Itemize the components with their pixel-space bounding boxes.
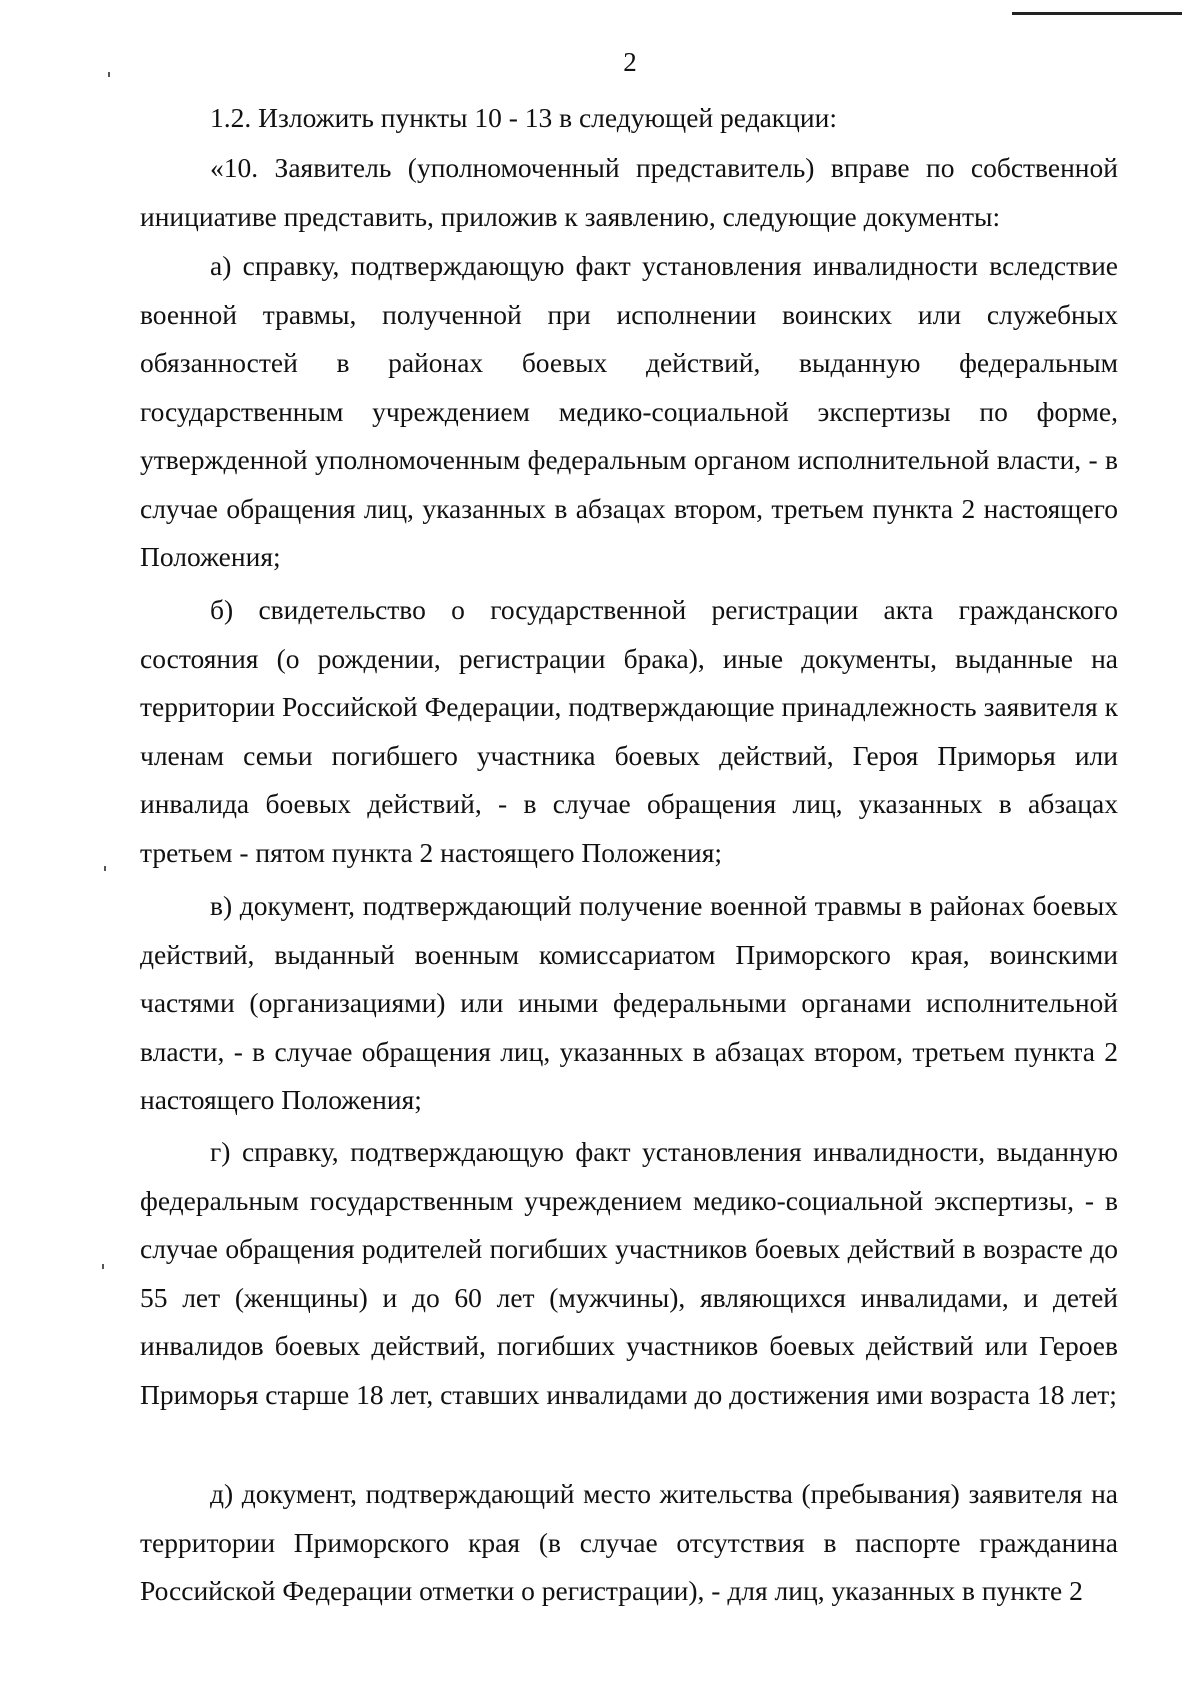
- top-rule-line: [1012, 12, 1182, 15]
- paragraph-subitem-b: б) свидетельство о государственной регистрации акта гражданского состояния (о рождении, регистрации брака), иные документы, выданные на территории Российской Федерации, подтверждающие принадлежность заявителя к членам семьи погибшего участника боевых действий, Героя Приморья или инвалида боевых действий, - в случае обращения лиц, указанных в абзацах третьем - пятом пункта 2 настоящего Положения;: [140, 594, 1118, 868]
- page-number: 2: [623, 47, 637, 77]
- paragraph-subitem-d: д) документ, подтверждающий место жительства (пребывания) заявителя на территории Приморского края (в случае отсутствия в паспорте гражданина Российской Федерации отметки о регистрации), - для лиц, указанных в пункте 2: [140, 1478, 1118, 1606]
- paragraph-subitem-g: г) справку, подтверждающую факт установления инвалидности, выданную федеральным государственным учреждением медико-социальной экспертизы, - в случае обращения родителей погибших участников боевых действий в возрасте до 55 лет (женщины) и до 60 лет (мужчины), являющихся инвалидами, и детей инвалидов боевых действий, погибших участников боевых действий или Героев Приморья старше 18 лет, ставших инвалидами до достижения ими возраста 18 лет;: [140, 1136, 1118, 1410]
- paragraph-intro: 1.2. Изложить пункты 10 - 13 в следующей редакции:: [210, 102, 837, 133]
- paragraph-subitem-a: а) справку, подтверждающую факт установления инвалидности вследствие военной травмы, полученной при исполнении воинских или служебных обязанностей в районах боевых действий, выданную федеральным государственным учреждением медико-социальной экспертизы по форме, утвержденной уполномоченным федеральным органом исполнительной власти, - в случае обращения лиц, указанных в абзацах втором, третьем пункта 2 настоящего Положения;: [140, 250, 1118, 572]
- scan-speck: [104, 866, 106, 871]
- scan-speck: [102, 1264, 104, 1269]
- paragraph-subitem-v: в) документ, подтверждающий получение военной травмы в районах боевых действий, выданный военным комиссариатом Приморского края, воинскими частями (организациями) или иными федеральными органами исполнительной власти, - в случае обращения лиц, указанных в абзацах втором, третьем пункта 2 настоящего Положения;: [140, 890, 1118, 1115]
- paragraph-item-10: «10. Заявитель (уполномоченный представитель) вправе по собственной инициативе представить, приложив к заявлению, следующие документы:: [140, 152, 1118, 232]
